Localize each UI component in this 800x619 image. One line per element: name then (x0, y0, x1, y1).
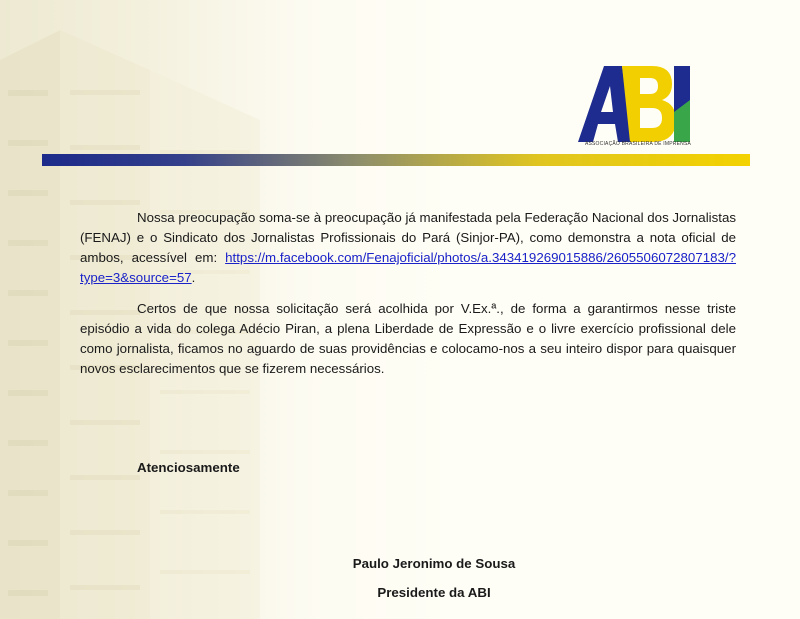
signer-name: Paulo Jeronimo de Sousa (352, 556, 516, 571)
paragraph-1-end: . (191, 270, 196, 285)
facebook-link[interactable]: https://m.facebook.com/Fenajoficial/photos/a.343419269015886/2605506072807183/?type=3&source=57 (80, 250, 736, 285)
paragraph-2: Certos de que nossa solicitação será acolhida por V.Ex.ª., de forma a garantirmos nesse triste episódio a vida do colega Adécio Piran, a plena Liberdade de Expressão e o livre exercício profissional dele como jornalista, ficamos no aguardo de suas providências e colocamo-nos a seu inteiro dispor para quaisquer novos esclarecimentos que se fizerem necessários. (80, 301, 736, 376)
header-divider (42, 154, 750, 166)
signature-block (300, 549, 568, 607)
signer-title: Presidente da ABI (377, 585, 491, 600)
paragraph-1-text: Nossa preocupação soma-se à preocupação já manifestada pela Federação Nacional dos Jornalistas (FENAJ) e o Sindicato dos Jornalistas Profissionais do Pará (Sinjor-PA), como demonstra a nota oficial de ambos, acessível em: (80, 210, 736, 265)
paragraph-1 (80, 208, 736, 288)
letter-body (80, 208, 736, 390)
logo-caption: ASSOCIAÇÃO BRASILEIRA DE IMPRENSA (584, 141, 692, 147)
abi-logo (570, 60, 700, 150)
closing-salutation: Atenciosamente (137, 460, 240, 475)
